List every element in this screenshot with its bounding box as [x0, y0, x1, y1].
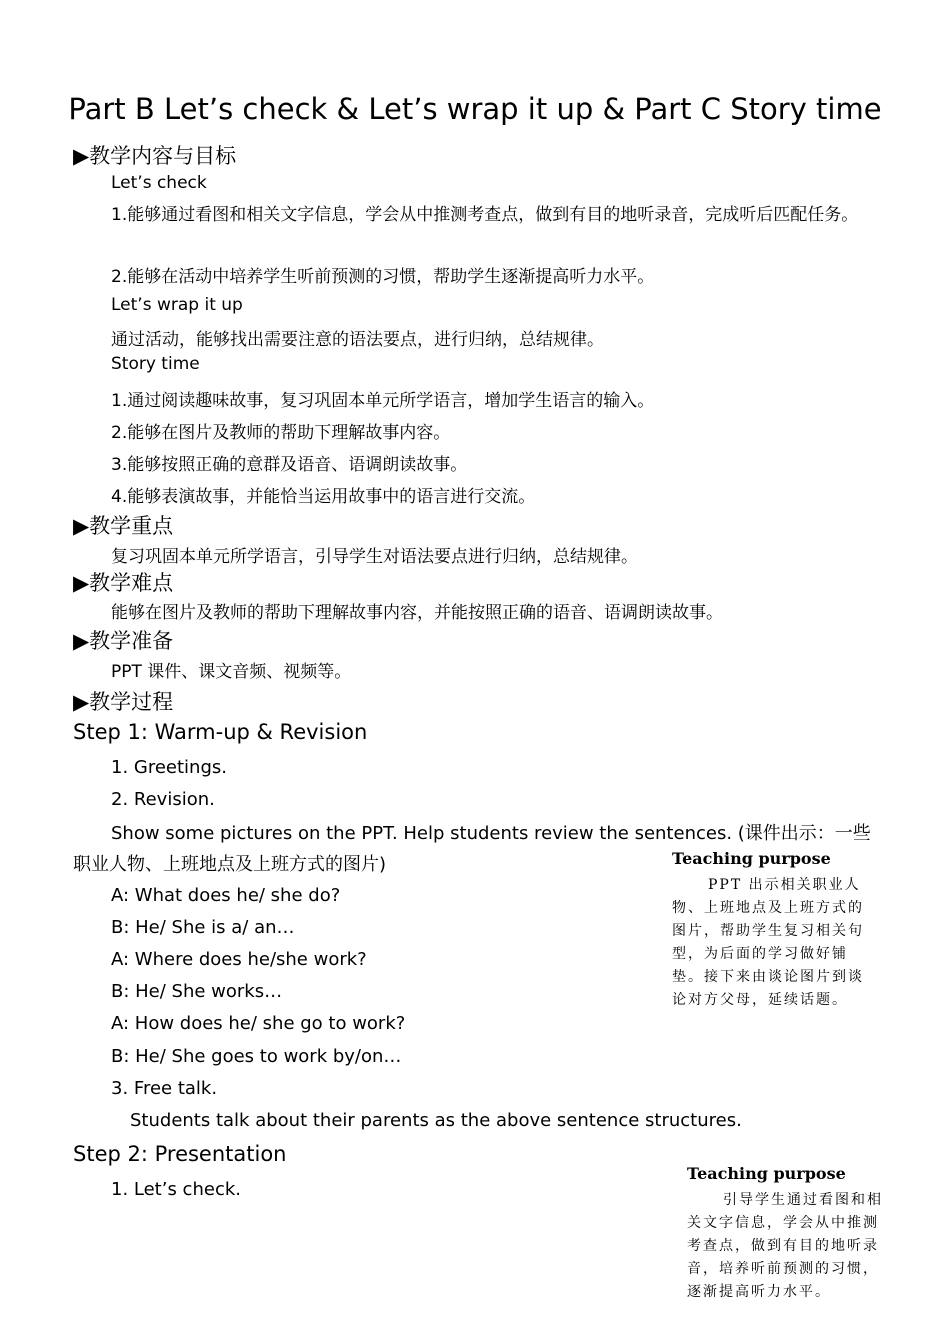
- subheading-lets-check: Let’s check: [111, 173, 207, 193]
- step1-item: 1. Greetings.: [111, 757, 227, 778]
- teaching-purpose-box: [672, 849, 870, 1012]
- step2-heading: Step 2: Presentation: [73, 1142, 287, 1166]
- section-heading-difficulties: ▶教学难点: [73, 571, 174, 595]
- dialogue-line: A: Where does he/she work?: [111, 949, 367, 970]
- teaching-purpose-title: Teaching purpose: [687, 1164, 846, 1183]
- section-heading-preparation: ▶教学准备: [73, 629, 174, 653]
- page-title: Part B Let’s check & Let’s wrap it up & Part C Story time: [68, 92, 882, 126]
- objective-text: 1.通过阅读趣味故事，复习巩固本单元所学语言，增加学生语言的输入。: [111, 391, 655, 411]
- objective-text: 4.能够表演故事，并能恰当运用故事中的语言进行交流。: [111, 487, 536, 507]
- step1-item: 2. Revision.: [111, 789, 215, 810]
- dialogue-line: A: How does he/ she go to work?: [111, 1013, 406, 1034]
- step2-item: 1. Let’s check.: [111, 1179, 241, 1200]
- dialogue-line: B: He/ She goes to work by/on…: [111, 1046, 402, 1067]
- subheading-wrap-it-up: Let’s wrap it up: [111, 295, 243, 315]
- section-heading-objectives: ▶教学内容与目标: [73, 144, 237, 168]
- subheading-story-time: Story time: [111, 354, 200, 374]
- objective-text: 2.能够在图片及教师的帮助下理解故事内容。: [111, 423, 451, 443]
- difficulties-text: 能够在图片及教师的帮助下理解故事内容，并能按照正确的语音、语调朗读故事。: [111, 603, 723, 623]
- dialogue-line: B: He/ She is a/ an…: [111, 917, 295, 938]
- step1-show-text: Show some pictures on the PPT. Help students review the sentences. (课件出示：一些职业人物、上班地点及上班方式的图片): [73, 823, 871, 875]
- dialogue-line: B: He/ She works…: [111, 981, 283, 1002]
- step1-item: 3. Free talk.: [111, 1078, 218, 1099]
- key-points-text: 复习巩固本单元所学语言，引导学生对语法要点进行归纳，总结规律。: [111, 547, 638, 567]
- teaching-purpose-title: Teaching purpose: [672, 849, 831, 868]
- section-heading-process: ▶教学过程: [73, 690, 174, 714]
- objective-text: 2.能够在活动中培养学生听前预测的习惯，帮助学生逐渐提高听力水平。: [111, 267, 655, 287]
- objective-text: 1.能够通过看图和相关文字信息，学会从中推测考查点，做到有目的地听录音，完成听后匹配任务。: [111, 205, 859, 225]
- teaching-purpose-box: [687, 1164, 885, 1304]
- preparation-text: PPT 课件、课文音频、视频等。: [111, 662, 352, 682]
- objective-text: 通过活动，能够找出需要注意的语法要点，进行归纳，总结规律。: [111, 330, 604, 350]
- teaching-purpose-text: PPT 出示相关职业人物、上班地点及上班方式的图片，帮助学生复习相关句型，为后面的学习做好铺垫。接下来由谈论图片到谈论对方父母，延续话题。: [672, 877, 864, 1008]
- teaching-purpose-text: 引导学生通过看图和相关文字信息，学会从中推测考查点，做到有目的地听录音，培养听前预测的习惯，逐渐提高听力水平。: [687, 1192, 883, 1300]
- step1-heading: Step 1: Warm-up & Revision: [73, 720, 368, 744]
- dialogue-line: A: What does he/ she do?: [111, 885, 341, 906]
- free-talk-text: Students talk about their parents as the above sentence structures.: [130, 1110, 742, 1131]
- section-heading-key-points: ▶教学重点: [73, 514, 174, 538]
- objective-text: 3.能够按照正确的意群及语音、语调朗读故事。: [111, 455, 468, 475]
